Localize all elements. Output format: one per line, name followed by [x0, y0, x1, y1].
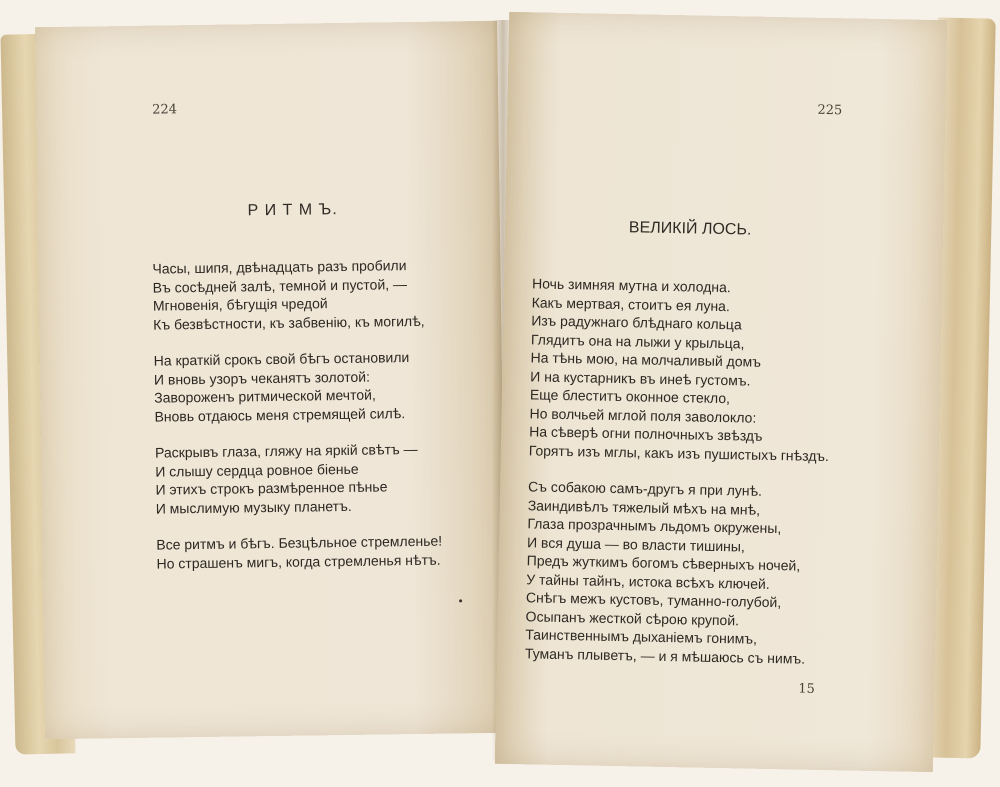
poem-line: Мгновенія, бѣгущія чредой [152, 295, 328, 314]
poem-line: На тѣнь мою, на молчаливый домъ [530, 349, 762, 370]
stanza [152, 256, 439, 334]
poem-line: Осыпанъ жесткой сѣрою крупой. [525, 607, 740, 628]
poem-title-left: Р И Т М Ъ. [247, 201, 338, 220]
poem-line: И на кустарникъ въ инеѣ густомъ. [530, 367, 751, 389]
poem-line: Въ сосѣдней залѣ, темной и пустой, — [152, 275, 408, 296]
poem-line: У тайны тайнъ, истока всѣхъ ключей. [526, 570, 770, 592]
poem-line: Ночь зимняя мутна и холодна. [531, 275, 731, 296]
poem-line: Глядитъ она на лыжи у крыльца, [530, 330, 745, 351]
poem-line: Часы, шипя, двѣнадцать разъ пробили [152, 257, 407, 277]
signature-mark: 15 [798, 681, 815, 697]
ink-speck [459, 599, 462, 602]
poem-line: Предъ жуткимъ богомъ сѣверныхъ ночей, [526, 552, 801, 574]
poem-line: И вся душа — во власти тишины, [526, 533, 745, 554]
poem-line: Еще блеститъ оконное стекло, [529, 386, 731, 407]
poem-line: Глаза прозрачнымъ льдомъ окружены, [527, 515, 782, 537]
poem-line: И слышу сердца ровное біенье [155, 460, 359, 480]
poem-line: Заиндивѣлъ тяжелый мѣхъ на мнѣ, [527, 496, 761, 518]
poem-line: И мыслимую музыку планетъ. [155, 497, 352, 517]
poem-line: Какъ мертвая, стоитъ ея луна. [531, 293, 731, 314]
poem-line: Но волчьей мглой поля заволокло: [529, 404, 757, 426]
poem-line: Но страшенъ мигъ, когда стремленья нѣтъ. [156, 551, 441, 572]
poem-line: Туманъ плыветъ, — и я мѣшаюсь съ нимъ. [524, 644, 806, 667]
right-page [495, 12, 947, 772]
poem-line: Снѣгъ межъ кустовъ, туманно-голубой, [525, 589, 782, 611]
poem-line: На сѣверѣ огни полночныхъ звѣздъ [529, 423, 763, 444]
poem-line: Таинственнымъ дыханіемъ гонимъ, [525, 626, 758, 647]
poem-body-left [152, 256, 442, 591]
poem-line: И этихъ строкъ размѣренное пѣнье [155, 478, 388, 498]
poem-body-right [524, 274, 832, 686]
poem-title-right: ВЕЛИКІЙ ЛОСЬ. [628, 219, 752, 239]
stanza [154, 348, 441, 426]
stanza [529, 274, 833, 465]
left-page [35, 21, 507, 739]
poem-line: Вновь отдаюсь меня стремящей силѣ. [154, 404, 406, 425]
poem-line: Изъ радужнаго блѣднаго кольца [531, 312, 742, 333]
stanza [155, 440, 442, 518]
poem-line: Горятъ изъ мглы, какъ изъ пушистыхъ гнѣздъ. [528, 441, 829, 464]
stanza [156, 532, 442, 573]
stanza [525, 477, 829, 668]
poem-line: Все ритмъ и бѣгъ. Безцѣльное стремленье! [156, 532, 443, 553]
poem-line: Съ собакою самъ-другъ я при лунѣ. [528, 478, 763, 499]
poem-line: Раскрывъ глаза, гляжу на яркій свѣтъ — [154, 440, 418, 461]
poem-line: На краткій срокъ свой бѣгъ остановили [153, 349, 410, 369]
page-number-left: 224 [152, 102, 178, 118]
poem-line: И вновь узоръ чеканятъ золотой: [153, 368, 371, 388]
page-number-right: 225 [817, 102, 843, 119]
poem-line: Къ безвѣстности, къ забвенію, къ могилѣ, [153, 312, 425, 333]
poem-line: Завороженъ ритмической мечтой, [154, 386, 376, 406]
